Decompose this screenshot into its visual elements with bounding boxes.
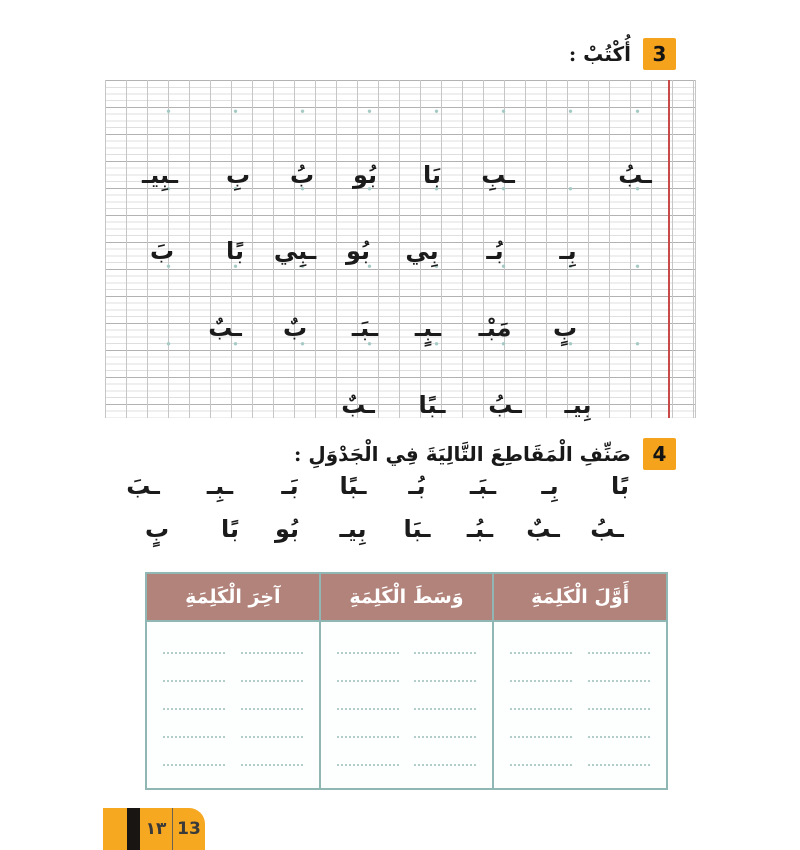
write-line — [163, 764, 225, 766]
syllable: بَا — [422, 160, 442, 189]
syllable: بُو — [352, 160, 378, 189]
write-line — [588, 708, 650, 710]
write-line — [163, 708, 225, 710]
page-number-tab — [103, 808, 205, 850]
syllable: ـبِي — [273, 236, 317, 265]
syllable: ـبَ — [126, 471, 160, 500]
syllable: ـبُ — [488, 390, 522, 419]
write-line — [588, 764, 650, 766]
section4-number-badge: 4 — [643, 438, 676, 470]
syllable: ـبِيـ — [142, 160, 178, 189]
write-line — [510, 764, 572, 766]
column-header-first: أَوَّلَ الْكَلِمَةِ — [494, 574, 666, 622]
tab-black-stripe — [127, 808, 140, 850]
section3-number-badge: 3 — [643, 38, 676, 70]
syllable: ـبٌ — [341, 390, 375, 419]
write-line — [241, 708, 303, 710]
write-line — [510, 680, 572, 682]
write-line — [588, 680, 650, 682]
syllable: بًا — [610, 471, 630, 500]
syllable: بُ — [289, 160, 315, 189]
syllable: ـبَـ — [469, 471, 497, 500]
syllable: بِيـ — [564, 390, 592, 419]
syllable: بًا — [225, 236, 245, 265]
writing-grid — [105, 80, 696, 418]
write-line — [241, 652, 303, 654]
write-line — [337, 680, 399, 682]
write-line — [510, 652, 572, 654]
section4-title: صَنِّفِ الْمَقَاطِعَ التَّالِيَةَ فِي الْجَدْوَلِ : — [294, 442, 631, 466]
table-column-last — [147, 574, 321, 788]
syllable: بُـ — [408, 471, 426, 500]
tab-spacer — [103, 808, 127, 850]
syllable: بِـ — [541, 471, 559, 500]
write-line — [241, 680, 303, 682]
write-line — [241, 736, 303, 738]
syllable: بُو — [274, 514, 300, 543]
syllable: ـبًا — [418, 390, 446, 419]
write-line — [337, 764, 399, 766]
page-numbers — [140, 808, 205, 850]
syllable: بِيـ — [339, 514, 367, 543]
page-number-latin: 13 — [177, 819, 201, 839]
syllable: بٍ — [144, 514, 170, 543]
page-number-arabic: ١٣ — [145, 819, 167, 839]
syllable: ـبِـ — [206, 471, 234, 500]
column-body-middle — [321, 622, 493, 788]
grid-margin-line — [668, 80, 670, 418]
write-line — [414, 708, 476, 710]
classification-table — [145, 572, 668, 790]
column-header-middle: وَسَطَ الْكَلِمَةِ — [321, 574, 493, 622]
syllable: ـبَـ — [351, 313, 379, 342]
syllable: ـبًا — [339, 471, 367, 500]
syllable: بًا — [220, 514, 240, 543]
column-body-first — [494, 622, 666, 788]
column-body-last — [147, 622, 319, 788]
syllable: بِ — [225, 160, 251, 189]
write-line — [414, 680, 476, 682]
section4-heading — [294, 438, 676, 470]
table-column-first — [494, 574, 666, 788]
syllable: بٌ — [282, 313, 308, 342]
write-line — [337, 652, 399, 654]
write-line — [414, 764, 476, 766]
syllable: ـبُ — [618, 160, 652, 189]
write-line — [337, 736, 399, 738]
write-line — [588, 652, 650, 654]
syllable: ـبُ — [590, 514, 624, 543]
write-line — [163, 652, 225, 654]
write-line — [241, 764, 303, 766]
section3-heading — [569, 38, 676, 70]
write-line — [510, 736, 572, 738]
write-line — [414, 652, 476, 654]
write-line — [510, 708, 572, 710]
syllable: ـبَا — [403, 514, 431, 543]
syllable: ـبٌ — [208, 313, 242, 342]
syllable: بِي — [405, 236, 439, 265]
write-line — [337, 708, 399, 710]
syllable: بِـ — [559, 236, 577, 265]
syllable: ـبُـ — [466, 514, 494, 543]
write-line — [163, 680, 225, 682]
column-header-last: آخِرَ الْكَلِمَةِ — [147, 574, 319, 622]
syllable: ـبٌ — [526, 514, 560, 543]
syllable: ـبٍـ — [414, 313, 442, 342]
table-column-middle — [321, 574, 495, 788]
syllable: بُو — [345, 236, 371, 265]
syllable: بُـ — [486, 236, 504, 265]
write-line — [163, 736, 225, 738]
syllable: بَ — [149, 236, 175, 265]
section3-title: أُكْتُبْ : — [568, 42, 631, 66]
syllable: بٍ — [552, 313, 578, 342]
syllable: بَـ — [281, 471, 299, 500]
write-line — [588, 736, 650, 738]
write-line — [414, 736, 476, 738]
syllable: ـبِ — [481, 160, 515, 189]
syllable: مَبْـ — [478, 313, 512, 342]
